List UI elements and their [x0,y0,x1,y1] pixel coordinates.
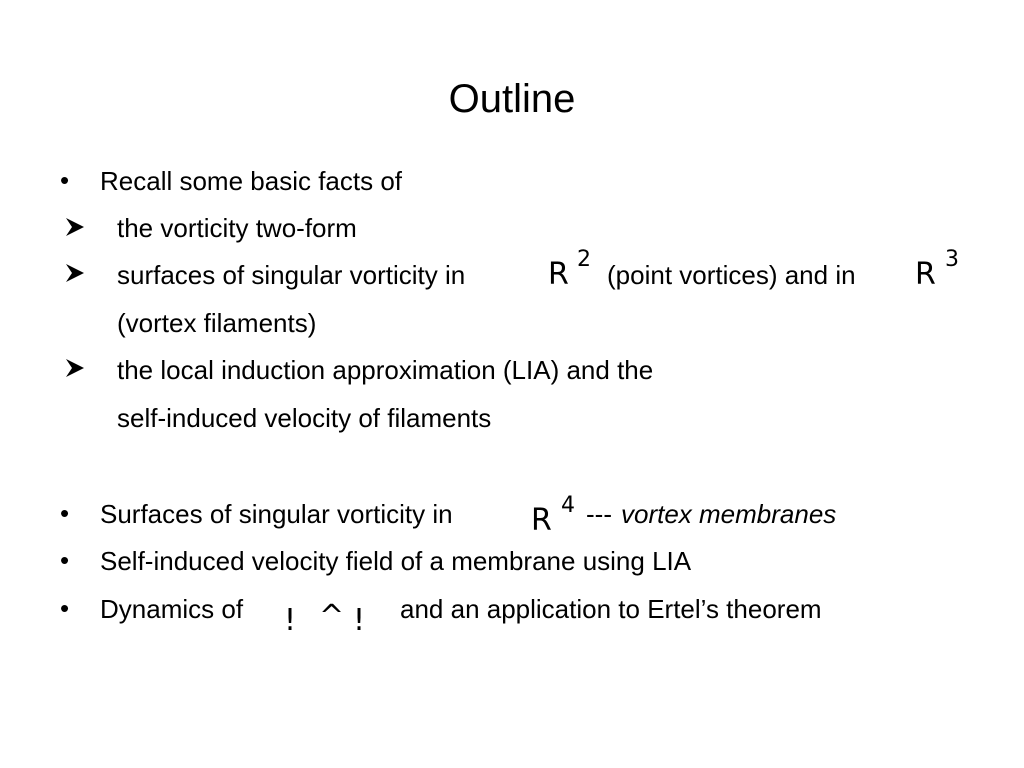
math-r: R [531,503,552,538]
math-exponent: 2 [577,247,591,272]
math-r: R [915,257,936,292]
item-membranes-italic: vortex membranes [621,499,837,529]
math-omega: ! [284,603,297,638]
item-membranes-dash: --- [586,499,612,529]
bullet-dot-icon: • [60,498,70,528]
math-exponent: 4 [561,493,575,518]
item-velocity: Self-induced velocity field of a membrane using LIA [100,546,692,576]
bullet-dot-icon: • [60,593,70,623]
math-exponent: 3 [945,247,959,272]
item-membranes: Surfaces of singular vorticity in [100,499,453,529]
arrow-bullet-icon [64,262,86,284]
bullet-dot-icon: • [60,165,70,195]
sub-item-lia-cont: self-induced velocity of filaments [117,403,492,433]
sub-item-filaments: (vortex filaments) [117,308,317,338]
item-dynamics: Dynamics of [100,594,244,624]
item-dynamics-cont: and an application to Ertel’s theorem [400,594,822,624]
arrow-bullet-icon [64,357,86,379]
math-omega: ! [353,603,366,638]
sub-item-lia: the local induction approximation (LIA) and the [117,355,654,385]
item-recall: Recall some basic facts of [100,166,403,196]
page-title: Outline [448,77,576,121]
sub-item-vorticity: the vorticity two-form [117,213,357,243]
sub-item-surfaces: surfaces of singular vorticity in [117,260,466,290]
math-wedge: ^ [319,599,345,634]
bullet-dot-icon: • [60,545,70,575]
arrow-bullet-icon [64,216,86,238]
math-r: R [548,257,569,292]
sub-item-surfaces-cont: (point vortices) and in [607,260,856,290]
